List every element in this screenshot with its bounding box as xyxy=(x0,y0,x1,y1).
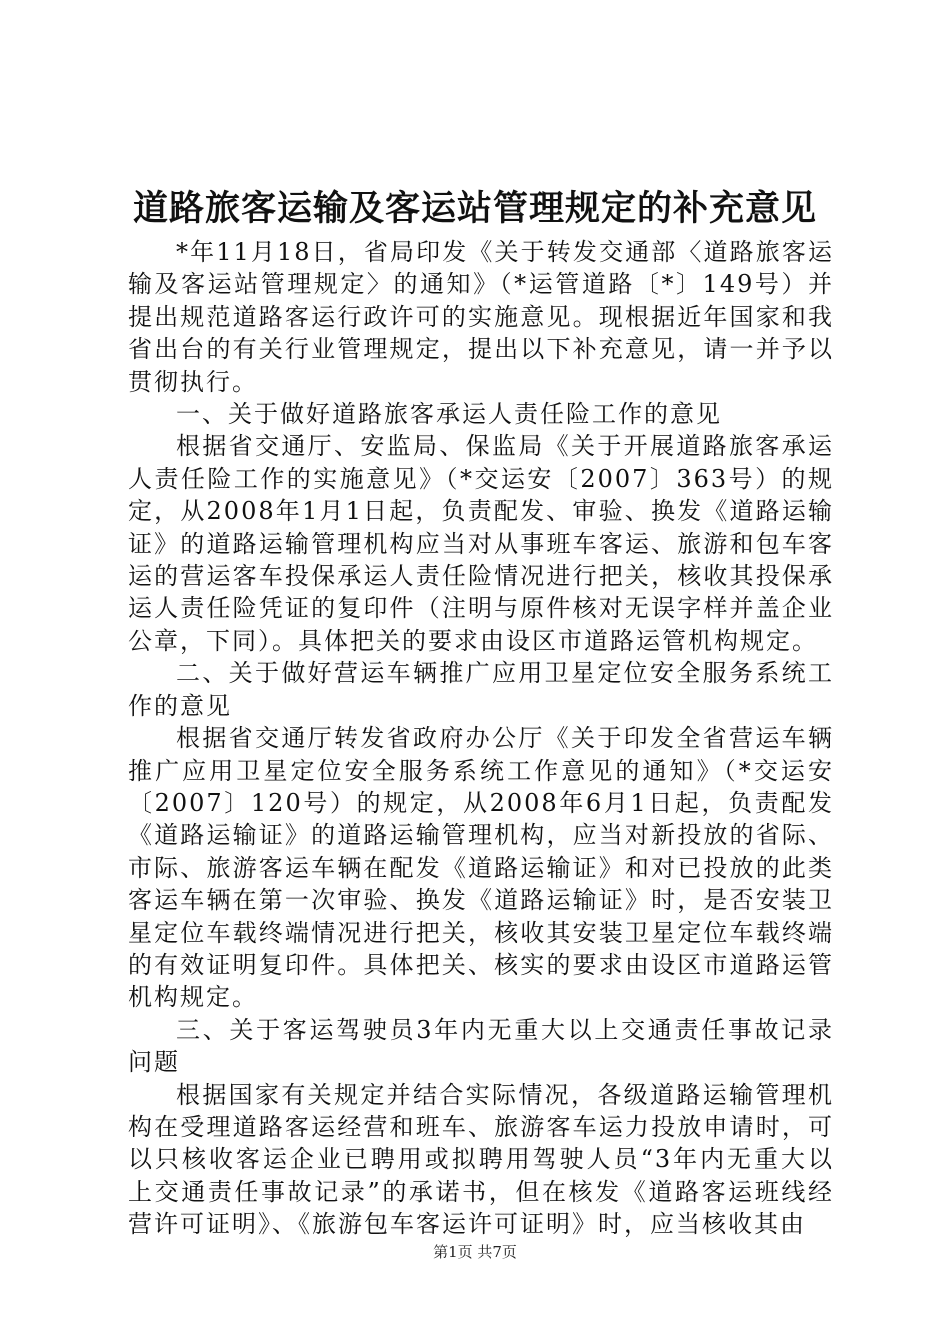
paragraph-section-1: 根据省交通厅、安监局、保监局《关于开展道路旅客承运人责任险工作的实施意见》（*交运安〔2007〕363号）的规定，从2008年1月1日起，负责配发、审验、换发《道路运输证》的道路运输管理机构应当对从事班车客运、旅游和包车客运的营运客车投保承运人责任险情况进行把关，核收其投保承运人责任险凭证的复印件（注明与原件核对无误字样并盖企业公章，下同）。具体把关的要求由设区市道路运管机构规定。 xyxy=(128,432,834,655)
document-body xyxy=(128,236,834,1241)
page-footer: 第1页 共7页 xyxy=(433,1243,517,1261)
document-title: 道路旅客运输及客运站管理规定的补充意见 xyxy=(132,188,817,229)
paragraph-section-2: 根据省交通厅转发省政府办公厅《关于印发全省营运车辆推广应用卫星定位安全服务系统工作意见的通知》（*交运安〔2007〕120号）的规定，从2008年6月1日起，负责配发《道路运输证》的道路运输管理机构，应当对新投放的省际、市际、旅游客运车辆在配发《道路运输证》和对已投放的此类客运车辆在第一次审验、换发《道路运输证》时，是否安装卫星定位车载终端情况进行把关，核收其安装卫星定位车载终端的有效证明复印件。具体把关、核实的要求由设区市道路运管机构规定。 xyxy=(128,724,834,1012)
paragraph-section-3: 根据国家有关规定并结合实际情况，各级道路运输管理机构在受理道路客运经营和班车、旅游客车运力投放申请时，可以只核收客运企业已聘用或拟聘用驾驶人员“3年内无重大以上交通责任事故记录”的承诺书，但在核发《道路客运班线经营许可证明》、《旅游包车客运许可证明》时，应当核收其由 xyxy=(128,1080,834,1239)
section-heading-3: 三、关于客运驾驶员3年内无重大以上交通责任事故记录问题 xyxy=(128,1015,834,1077)
section-heading-2: 二、关于做好营运车辆推广应用卫星定位安全服务系统工作的意见 xyxy=(128,659,834,720)
paragraph-intro: *年11月18日，省局印发《关于转发交通部〈道路旅客运输及客运站管理规定〉的通知》（*运管道路〔*〕149号）并提出规范道路客运行政许可的实施意见。现根据近年国家和我省出台的有关行业管理规定，提出以下补充意见，请一并予以贯彻执行。 xyxy=(128,238,834,396)
section-heading-1: 一、关于做好道路旅客承运人责任险工作的意见 xyxy=(176,400,722,429)
